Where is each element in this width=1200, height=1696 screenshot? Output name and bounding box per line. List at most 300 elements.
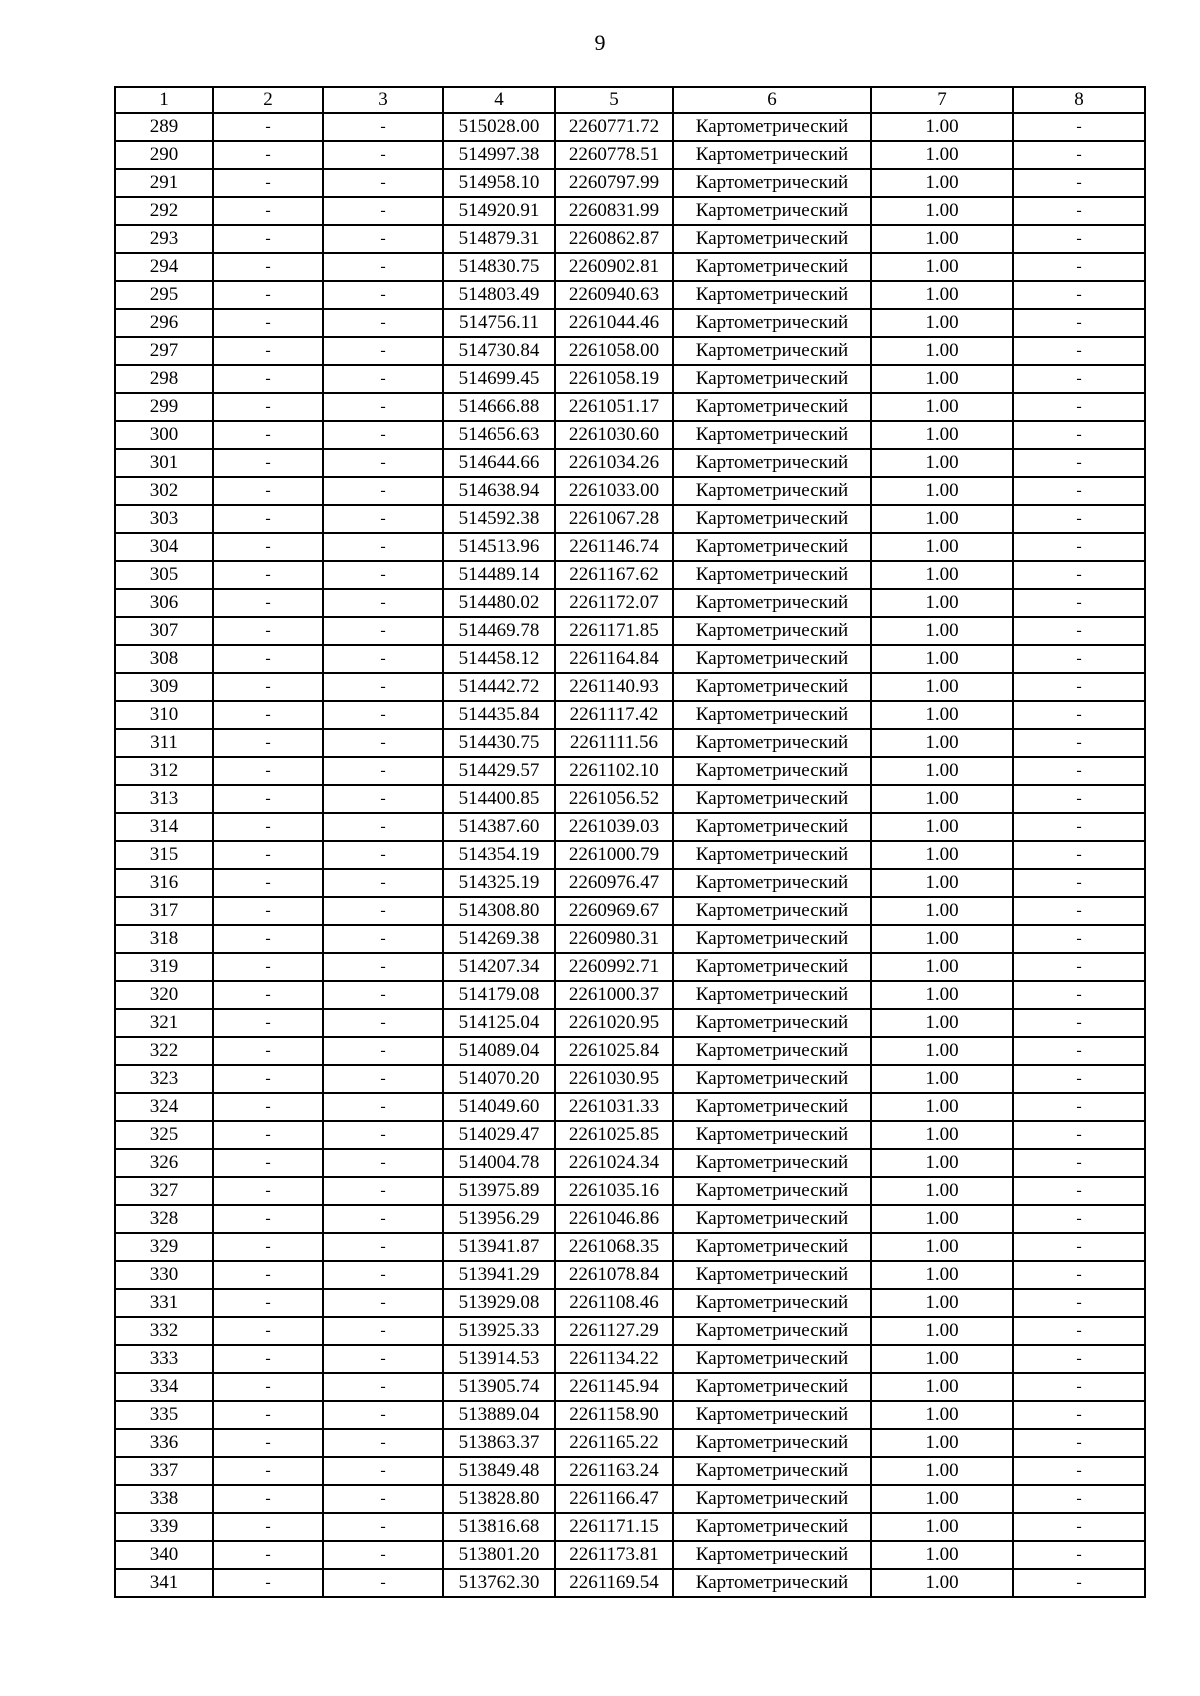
dash-cell: - [1013,561,1145,589]
dash-cell: - [1013,729,1145,757]
dash-cell: - [213,1177,323,1205]
dash-cell: - [213,813,323,841]
accuracy-cell: 1.00 [871,1205,1013,1233]
y-coordinate-cell: 2261067.28 [555,505,673,533]
dash-cell: - [323,645,443,673]
method-cell: Картометрический [673,617,871,645]
dash-cell: - [323,617,443,645]
point-number-cell: 317 [115,897,213,925]
dash-cell: - [1013,589,1145,617]
dash-cell: - [213,785,323,813]
method-cell: Картометрический [673,1485,871,1513]
dash-cell: - [1013,309,1145,337]
x-coordinate-cell: 514429.57 [443,757,555,785]
y-coordinate-cell: 2261171.85 [555,617,673,645]
table-row [115,757,1145,785]
dash-cell: - [213,729,323,757]
method-cell: Картометрический [673,1121,871,1149]
dash-cell: - [213,337,323,365]
dash-cell: - [213,169,323,197]
point-number-cell: 294 [115,253,213,281]
y-coordinate-cell: 2261117.42 [555,701,673,729]
table-row [115,813,1145,841]
accuracy-cell: 1.00 [871,1149,1013,1177]
dash-cell: - [323,393,443,421]
y-coordinate-cell: 2261030.95 [555,1065,673,1093]
method-cell: Картометрический [673,449,871,477]
column-header: 8 [1013,87,1145,113]
dash-cell: - [213,589,323,617]
method-cell: Картометрический [673,309,871,337]
accuracy-cell: 1.00 [871,953,1013,981]
method-cell: Картометрический [673,197,871,225]
y-coordinate-cell: 2261020.95 [555,1009,673,1037]
accuracy-cell: 1.00 [871,729,1013,757]
accuracy-cell: 1.00 [871,505,1013,533]
table-row [115,421,1145,449]
x-coordinate-cell: 514997.38 [443,141,555,169]
method-cell: Картометрический [673,1513,871,1541]
dash-cell: - [213,1373,323,1401]
table-row [115,1205,1145,1233]
x-coordinate-cell: 514644.66 [443,449,555,477]
point-number-cell: 300 [115,421,213,449]
accuracy-cell: 1.00 [871,645,1013,673]
x-coordinate-cell: 514638.94 [443,477,555,505]
dash-cell: - [323,953,443,981]
x-coordinate-cell: 515028.00 [443,113,555,141]
y-coordinate-cell: 2261108.46 [555,1289,673,1317]
dash-cell: - [323,421,443,449]
method-cell: Картометрический [673,533,871,561]
dash-cell: - [213,897,323,925]
method-cell: Картометрический [673,589,871,617]
x-coordinate-cell: 514920.91 [443,197,555,225]
dash-cell: - [213,1457,323,1485]
y-coordinate-cell: 2261134.22 [555,1345,673,1373]
y-coordinate-cell: 2261025.84 [555,1037,673,1065]
dash-cell: - [213,1121,323,1149]
dash-cell: - [213,477,323,505]
dash-cell: - [323,1121,443,1149]
dash-cell: - [323,729,443,757]
dash-cell: - [213,701,323,729]
method-cell: Картометрический [673,1177,871,1205]
x-coordinate-cell: 514004.78 [443,1149,555,1177]
method-cell: Картометрический [673,785,871,813]
accuracy-cell: 1.00 [871,533,1013,561]
coordinates-table [114,86,1146,1598]
dash-cell: - [323,1009,443,1037]
table-row [115,645,1145,673]
accuracy-cell: 1.00 [871,1485,1013,1513]
table-row [115,505,1145,533]
y-coordinate-cell: 2261000.37 [555,981,673,1009]
y-coordinate-cell: 2261024.34 [555,1149,673,1177]
dash-cell: - [1013,1485,1145,1513]
method-cell: Картометрический [673,1401,871,1429]
dash-cell: - [213,1205,323,1233]
point-number-cell: 299 [115,393,213,421]
point-number-cell: 308 [115,645,213,673]
dash-cell: - [1013,1513,1145,1541]
dash-cell: - [213,1261,323,1289]
column-header: 2 [213,87,323,113]
point-number-cell: 302 [115,477,213,505]
y-coordinate-cell: 2261167.62 [555,561,673,589]
y-coordinate-cell: 2260976.47 [555,869,673,897]
accuracy-cell: 1.00 [871,225,1013,253]
accuracy-cell: 1.00 [871,757,1013,785]
dash-cell: - [1013,1149,1145,1177]
x-coordinate-cell: 513975.89 [443,1177,555,1205]
x-coordinate-cell: 513925.33 [443,1317,555,1345]
table-row [115,1233,1145,1261]
method-cell: Картометрический [673,1009,871,1037]
dash-cell: - [213,953,323,981]
method-cell: Картометрический [673,1037,871,1065]
x-coordinate-cell: 513956.29 [443,1205,555,1233]
point-number-cell: 335 [115,1401,213,1429]
dash-cell: - [323,925,443,953]
point-number-cell: 334 [115,1373,213,1401]
dash-cell: - [1013,785,1145,813]
dash-cell: - [323,1093,443,1121]
table-row [115,953,1145,981]
table-row [115,1401,1145,1429]
accuracy-cell: 1.00 [871,113,1013,141]
dash-cell: - [1013,1009,1145,1037]
x-coordinate-cell: 514442.72 [443,673,555,701]
point-number-cell: 326 [115,1149,213,1177]
method-cell: Картометрический [673,561,871,589]
dash-cell: - [213,533,323,561]
dash-cell: - [213,1569,323,1597]
accuracy-cell: 1.00 [871,925,1013,953]
column-header: 4 [443,87,555,113]
table-row [115,1093,1145,1121]
table-row [115,1345,1145,1373]
y-coordinate-cell: 2260992.71 [555,953,673,981]
x-coordinate-cell: 514656.63 [443,421,555,449]
point-number-cell: 306 [115,589,213,617]
table-row [115,841,1145,869]
x-coordinate-cell: 514489.14 [443,561,555,589]
method-cell: Картометрический [673,421,871,449]
point-number-cell: 316 [115,869,213,897]
dash-cell: - [213,1345,323,1373]
dash-cell: - [213,1065,323,1093]
point-number-cell: 309 [115,673,213,701]
dash-cell: - [323,1569,443,1597]
table-row [115,1569,1145,1597]
accuracy-cell: 1.00 [871,1121,1013,1149]
point-number-cell: 322 [115,1037,213,1065]
x-coordinate-cell: 514207.34 [443,953,555,981]
dash-cell: - [323,533,443,561]
dash-cell: - [1013,925,1145,953]
dash-cell: - [1013,225,1145,253]
method-cell: Картометрический [673,841,871,869]
dash-cell: - [1013,337,1145,365]
table-row [115,1121,1145,1149]
accuracy-cell: 1.00 [871,1065,1013,1093]
y-coordinate-cell: 2261046.86 [555,1205,673,1233]
dash-cell: - [213,1429,323,1457]
dash-cell: - [323,1513,443,1541]
dash-cell: - [323,1345,443,1373]
x-coordinate-cell: 513941.87 [443,1233,555,1261]
point-number-cell: 314 [115,813,213,841]
dash-cell: - [323,1317,443,1345]
table-row [115,281,1145,309]
table-row [115,701,1145,729]
dash-cell: - [213,1009,323,1037]
method-cell: Картометрический [673,365,871,393]
accuracy-cell: 1.00 [871,253,1013,281]
point-number-cell: 305 [115,561,213,589]
accuracy-cell: 1.00 [871,393,1013,421]
y-coordinate-cell: 2261000.79 [555,841,673,869]
y-coordinate-cell: 2261173.81 [555,1541,673,1569]
table-row [115,897,1145,925]
dash-cell: - [1013,1205,1145,1233]
x-coordinate-cell: 514435.84 [443,701,555,729]
x-coordinate-cell: 514699.45 [443,365,555,393]
method-cell: Картометрический [673,1317,871,1345]
dash-cell: - [1013,645,1145,673]
x-coordinate-cell: 513905.74 [443,1373,555,1401]
accuracy-cell: 1.00 [871,617,1013,645]
table-row [115,617,1145,645]
dash-cell: - [323,1149,443,1177]
accuracy-cell: 1.00 [871,1345,1013,1373]
dash-cell: - [213,253,323,281]
y-coordinate-cell: 2261146.74 [555,533,673,561]
point-number-cell: 327 [115,1177,213,1205]
accuracy-cell: 1.00 [871,1317,1013,1345]
point-number-cell: 313 [115,785,213,813]
table-row [115,1149,1145,1177]
accuracy-cell: 1.00 [871,1177,1013,1205]
dash-cell: - [323,1401,443,1429]
column-header: 5 [555,87,673,113]
method-cell: Картометрический [673,477,871,505]
dash-cell: - [213,365,323,393]
dash-cell: - [213,981,323,1009]
accuracy-cell: 1.00 [871,141,1013,169]
method-cell: Картометрический [673,169,871,197]
dash-cell: - [1013,253,1145,281]
table-row [115,729,1145,757]
dash-cell: - [1013,1317,1145,1345]
y-coordinate-cell: 2261171.15 [555,1513,673,1541]
x-coordinate-cell: 513801.20 [443,1541,555,1569]
x-coordinate-cell: 514480.02 [443,589,555,617]
dash-cell: - [213,1541,323,1569]
dash-cell: - [213,673,323,701]
method-cell: Картометрический [673,225,871,253]
dash-cell: - [1013,393,1145,421]
method-cell: Картометрический [673,757,871,785]
method-cell: Картометрический [673,1149,871,1177]
column-header: 7 [871,87,1013,113]
dash-cell: - [1013,757,1145,785]
y-coordinate-cell: 2260969.67 [555,897,673,925]
dash-cell: - [1013,1261,1145,1289]
point-number-cell: 328 [115,1205,213,1233]
y-coordinate-cell: 2261172.07 [555,589,673,617]
x-coordinate-cell: 514125.04 [443,1009,555,1037]
method-cell: Картометрический [673,813,871,841]
point-number-cell: 333 [115,1345,213,1373]
accuracy-cell: 1.00 [871,1513,1013,1541]
x-coordinate-cell: 514308.80 [443,897,555,925]
dash-cell: - [1013,1345,1145,1373]
table-row [115,393,1145,421]
dash-cell: - [1013,449,1145,477]
dash-cell: - [323,281,443,309]
column-header: 3 [323,87,443,113]
dash-cell: - [213,561,323,589]
dash-cell: - [323,169,443,197]
method-cell: Картометрический [673,953,871,981]
y-coordinate-cell: 2260940.63 [555,281,673,309]
point-number-cell: 310 [115,701,213,729]
accuracy-cell: 1.00 [871,673,1013,701]
dash-cell: - [323,197,443,225]
x-coordinate-cell: 514469.78 [443,617,555,645]
table-row [115,785,1145,813]
y-coordinate-cell: 2261140.93 [555,673,673,701]
table-row [115,869,1145,897]
table-row [115,1373,1145,1401]
point-number-cell: 323 [115,1065,213,1093]
dash-cell: - [1013,841,1145,869]
method-cell: Картометрический [673,1065,871,1093]
table-row [115,1009,1145,1037]
point-number-cell: 311 [115,729,213,757]
table-row [115,1457,1145,1485]
y-coordinate-cell: 2261164.84 [555,645,673,673]
accuracy-cell: 1.00 [871,1261,1013,1289]
y-coordinate-cell: 2261044.46 [555,309,673,337]
table-row [115,141,1145,169]
table-row [115,1261,1145,1289]
method-cell: Картометрический [673,729,871,757]
method-cell: Картометрический [673,113,871,141]
point-number-cell: 325 [115,1121,213,1149]
method-cell: Картометрический [673,673,871,701]
accuracy-cell: 1.00 [871,869,1013,897]
dash-cell: - [213,1093,323,1121]
dash-cell: - [323,869,443,897]
point-number-cell: 336 [115,1429,213,1457]
x-coordinate-cell: 514958.10 [443,169,555,197]
method-cell: Картометрический [673,1541,871,1569]
dash-cell: - [323,1289,443,1317]
dash-cell: - [323,253,443,281]
dash-cell: - [1013,1541,1145,1569]
table-row [115,225,1145,253]
dash-cell: - [1013,197,1145,225]
x-coordinate-cell: 514089.04 [443,1037,555,1065]
dash-cell: - [213,925,323,953]
dash-cell: - [213,645,323,673]
method-cell: Картометрический [673,141,871,169]
dash-cell: - [323,785,443,813]
dash-cell: - [213,449,323,477]
y-coordinate-cell: 2261166.47 [555,1485,673,1513]
method-cell: Картометрический [673,701,871,729]
method-cell: Картометрический [673,1205,871,1233]
method-cell: Картометрический [673,645,871,673]
dash-cell: - [213,1149,323,1177]
table-row [115,169,1145,197]
y-coordinate-cell: 2261025.85 [555,1121,673,1149]
x-coordinate-cell: 514354.19 [443,841,555,869]
point-number-cell: 304 [115,533,213,561]
header-row [115,87,1145,113]
dash-cell: - [323,1065,443,1093]
table-row [115,533,1145,561]
dash-cell: - [323,1177,443,1205]
y-coordinate-cell: 2261039.03 [555,813,673,841]
dash-cell: - [323,505,443,533]
method-cell: Картометрический [673,1093,871,1121]
point-number-cell: 331 [115,1289,213,1317]
y-coordinate-cell: 2261127.29 [555,1317,673,1345]
point-number-cell: 330 [115,1261,213,1289]
dash-cell: - [323,1037,443,1065]
y-coordinate-cell: 2261056.52 [555,785,673,813]
dash-cell: - [1013,1569,1145,1597]
y-coordinate-cell: 2260771.72 [555,113,673,141]
method-cell: Картометрический [673,393,871,421]
dash-cell: - [1013,953,1145,981]
dash-cell: - [213,197,323,225]
x-coordinate-cell: 513863.37 [443,1429,555,1457]
dash-cell: - [213,617,323,645]
dash-cell: - [1013,1401,1145,1429]
method-cell: Картометрический [673,1233,871,1261]
accuracy-cell: 1.00 [871,1233,1013,1261]
dash-cell: - [323,225,443,253]
dash-cell: - [1013,617,1145,645]
y-coordinate-cell: 2261051.17 [555,393,673,421]
dash-cell: - [1013,701,1145,729]
dash-cell: - [323,477,443,505]
y-coordinate-cell: 2261111.56 [555,729,673,757]
point-number-cell: 307 [115,617,213,645]
point-number-cell: 337 [115,1457,213,1485]
method-cell: Картометрический [673,1261,871,1289]
accuracy-cell: 1.00 [871,197,1013,225]
x-coordinate-cell: 514730.84 [443,337,555,365]
method-cell: Картометрический [673,925,871,953]
method-cell: Картометрический [673,253,871,281]
point-number-cell: 292 [115,197,213,225]
y-coordinate-cell: 2261165.22 [555,1429,673,1457]
table-row [115,925,1145,953]
table-row [115,197,1145,225]
accuracy-cell: 1.00 [871,1093,1013,1121]
dash-cell: - [323,561,443,589]
dash-cell: - [323,365,443,393]
point-number-cell: 291 [115,169,213,197]
table-row [115,309,1145,337]
point-number-cell: 295 [115,281,213,309]
